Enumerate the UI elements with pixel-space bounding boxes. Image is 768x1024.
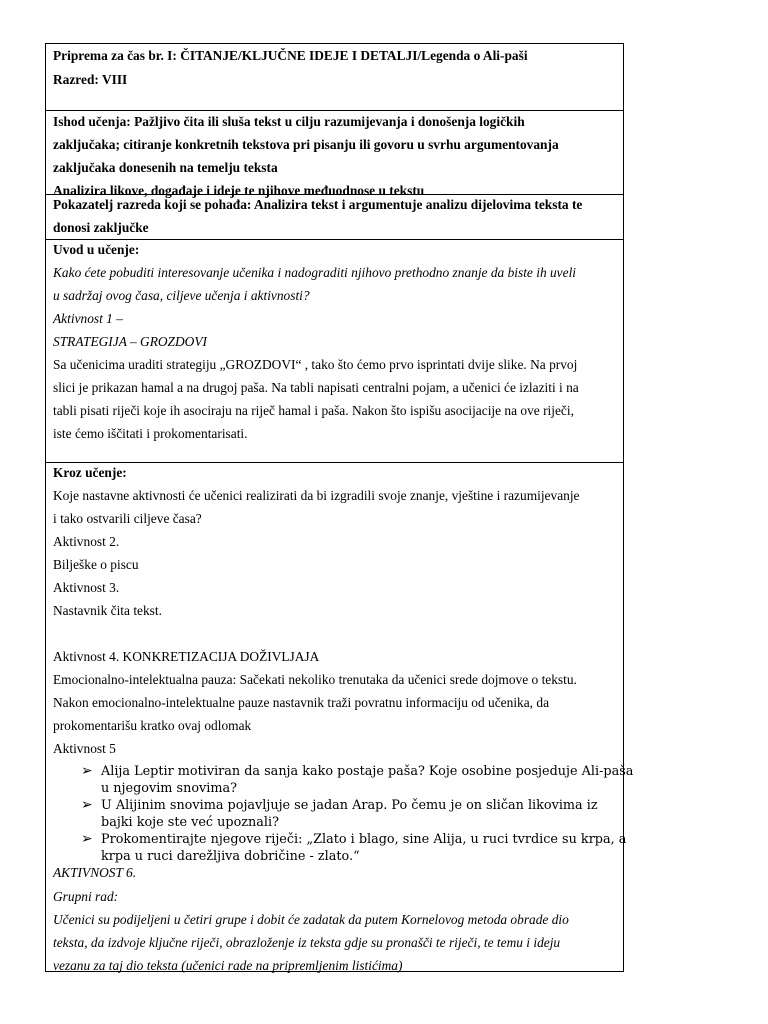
lesson-plan-table (45, 43, 634, 973)
bullet-text: bajki koje ste već upoznali? (101, 815, 279, 830)
grade-label: Razred: VIII (53, 72, 128, 87)
intro-paragraph: slici je prikazan hamal a na drugoj paša. Na tabli napisati centralni pojam, a učenici će izlaziti i na (53, 380, 579, 395)
row-divider (46, 462, 623, 463)
lesson-title: Priprema za čas br. I: ČITANJE/KLJUČNE IDEJE I DETALJI/Legenda o Ali-paši (53, 48, 528, 63)
intro-question: Kako ćete pobuditi interesovanje učenika i nadograditi njihovo prethodno znanje da biste ih uveli (53, 265, 577, 280)
group-work-text: Učenici su podijeljeni u četiri grupe i dobit će zadatak da putem Kornelovog metoda obrade dio (53, 912, 569, 927)
pause-text: Emocionalno-intelektualna pauza: Sačekati nekoliko trenutaka da učenici srede dojmove o tekstu. (53, 672, 577, 687)
activity-6-label: AKTIVNOST 6. (53, 865, 137, 880)
row-divider (46, 239, 623, 240)
list-item (81, 763, 634, 797)
intro-paragraph: tabli pisati riječi koje ih asociraju na riječ hamal i paša. Nakon što ispišu asocijacije na ove riječi, (53, 403, 574, 418)
through-heading: Kroz učenje: (53, 465, 127, 480)
group-work-text: teksta, da izdvoje ključne riječi, obrazloženje iz teksta gdje su pronašči te riječi, te temu i ideju (53, 935, 561, 950)
activity-2-text: Bilješke o piscu (53, 557, 139, 572)
through-question: Koje nastavne aktivnosti će učenici realizirati da bi izgradili svoje znanje, vještine i razumijevanje (53, 488, 580, 503)
group-work-label: Grupni rad: (53, 889, 119, 904)
arrowhead-bullet-icon: ➢ (81, 798, 93, 813)
outcome-line: zaključaka; citiranje konkretnih tekstova pri pisanju ili govoru u svrhu argumentovanja (53, 137, 559, 152)
row-divider (46, 194, 623, 195)
indicator-line: Pokazatelj razreda koji se pohađa: Analizira tekst i argumentuje analizu dijelovima teksta te (53, 197, 583, 212)
row-divider (46, 110, 623, 111)
outcome-line: Ishod učenja: Pažljivo čita ili sluša tekst u cilju razumijevanja i donošenja logičkih (53, 114, 525, 129)
activity-5-label: Aktivnost 5 (53, 741, 116, 756)
activity-2-label: Aktivnost 2. (53, 534, 120, 549)
arrowhead-bullet-icon: ➢ (81, 832, 93, 847)
arrowhead-bullet-icon: ➢ (81, 764, 93, 779)
intro-paragraph: Sa učenicima uraditi strategiju „GROZDOVI“ , tako što ćemo prvo isprintati dvije slike. Na prvoj (53, 357, 578, 372)
list-item (81, 831, 627, 865)
strategy-label: STRATEGIJA – GROZDOVI (53, 334, 207, 349)
activity-3-text: Nastavnik čita tekst. (53, 603, 162, 618)
activity-3-label: Aktivnost 3. (53, 580, 120, 595)
after-pause-text: prokomentarišu kratko ovaj odlomak (53, 718, 252, 733)
indicator-line: donosi zaključke (53, 220, 149, 235)
after-pause-text: Nakon emocionalno-intelektualne pauze nastavnik traži povratnu informaciju od učenika, da (53, 695, 550, 710)
bullet-text: U Alijinim snovima pojavljuje se jadan Arap. Po čemu je on sličan likovima iz (101, 798, 598, 813)
through-question: i tako ostvarili ciljeve časa? (53, 511, 202, 526)
intro-paragraph: iste ćemo iščitati i prokomentarisati. (53, 426, 248, 441)
intro-question: u sadržaj ovog časa, ciljeve učenja i aktivnosti? (53, 288, 310, 303)
list-item (81, 797, 611, 831)
outcome-line: Analizira likove, događaje i ideje te njihove međuodnose u tekstu (53, 183, 425, 198)
activity-1-label: Aktivnost 1 – (53, 311, 123, 326)
intro-heading: Uvod u učenje: (53, 242, 140, 257)
activity-4-label: Aktivnost 4. KONKRETIZACIJA DOŽIVLJAJA (53, 649, 320, 664)
bullet-text: krpa u ruci darežljiva dobričine - zlato.“ (101, 849, 360, 864)
outcome-line: zaključaka donesenih na temelju teksta (53, 160, 278, 175)
group-work-text: vezanu za taj dio teksta (učenici rade na pripremljenim listićima) (53, 958, 403, 973)
bullet-text: u njegovim snovima? (101, 781, 237, 796)
bullet-text: Alija Leptir motiviran da sanja kako postaje paša? Koje osobine posjeduje Ali-paša (101, 764, 634, 779)
bullet-text: Prokomentirajte njegove riječi: „Zlato i blago, sine Alija, u ruci tvrdice su krpa, a (101, 832, 627, 847)
